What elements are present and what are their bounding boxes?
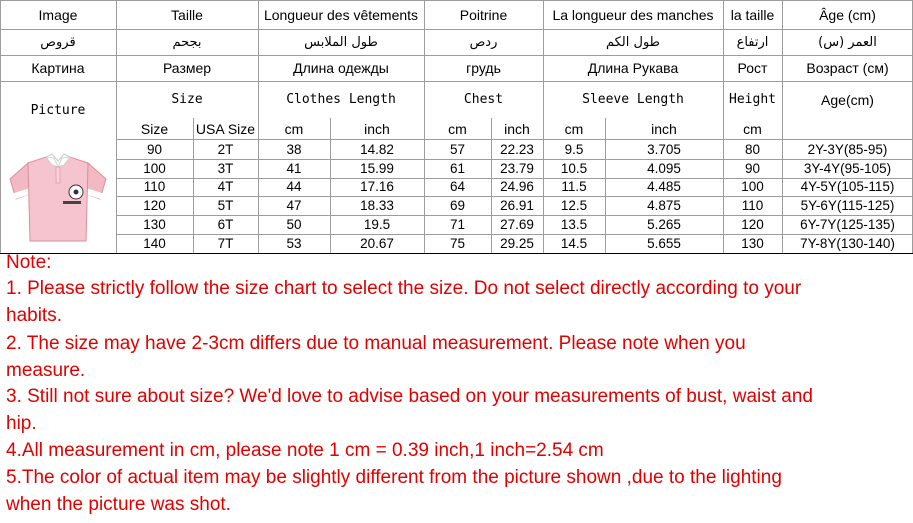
size-row-4-col-2: 50 [286,217,302,233]
size-row-2-col-2: 44 [286,179,302,195]
size-row-3-col-1: 5T [217,198,234,214]
size-row-3-col-9: 5Y-6Y(115-125) [800,198,895,214]
grid-line [0,81,913,82]
grid-line [543,0,544,253]
header-english-6: Age(cm) [821,91,874,108]
size-row-5-col-1: 7T [217,235,234,251]
grid-line [258,0,259,253]
size-row-2-col-4: 64 [449,179,466,195]
size-row-1-col-5: 23.79 [500,160,534,176]
grid-line [116,178,913,179]
size-row-3-col-8: 110 [741,198,764,214]
header-arabic-4: طول الكم [605,34,661,50]
notes-section [0,253,913,521]
header-russian-2: Длина одежды [293,60,389,76]
grid-line [782,0,783,253]
size-row-3-col-3: 18.33 [360,198,394,214]
grid-line [330,118,331,253]
size-row-5-col-4: 75 [449,235,466,251]
note-line-2: habits. [6,305,62,326]
header-arabic-3: ردص [469,34,498,50]
header-french-0: Image [38,6,78,23]
size-row-1-col-2: 41 [286,160,302,176]
note-line-8: 5.The color of actual item may be slightly different from the picture shown ,due to the lighting [6,467,782,488]
unit-label-1: USA Size [195,120,256,137]
size-row-2-col-8: 100 [741,179,764,195]
header-english-picture: Picture [30,102,86,118]
size-row-2-col-0: 110 [143,179,166,195]
size-row-0-col-6: 9.5 [564,141,584,157]
size-row-3-col-5: 26.91 [500,198,534,214]
unit-label-4: cm [448,120,467,137]
note-line-1: 1. Please strictly follow the size chart to select the size. Do not select directly according to your [6,278,802,299]
size-row-5-col-7: 5.655 [647,235,681,251]
unit-label-0: Size [140,120,169,137]
header-arabic-6: العمر (س) [818,34,877,50]
header-english-5: Height [729,92,776,107]
header-french-5: la taille [730,6,775,23]
unit-label-6: cm [564,120,584,137]
grid-line [605,118,606,253]
size-row-2-col-7: 4.485 [647,179,681,195]
size-row-2-col-9: 4Y-5Y(105-115) [800,179,895,195]
grid-line [116,215,913,216]
size-row-5-col-5: 29.25 [500,235,534,251]
size-row-4-col-7: 5.265 [647,217,681,233]
size-row-4-col-6: 13.5 [560,217,588,233]
size-row-3-col-4: 69 [449,198,466,214]
size-row-4-col-9: 6Y-7Y(125-135) [800,217,895,233]
size-row-0-col-3: 14.82 [360,141,394,157]
header-arabic-5: ارتفاع [736,34,769,50]
unit-label-7: inch [651,120,677,137]
note-line-5: 3. Still not sure about size? We'd love to advise based on your measurements of bust, waist and [6,386,813,407]
header-arabic-0: قروص [40,34,76,50]
size-row-1-col-4: 61 [449,160,466,176]
unit-label-8: cm [743,120,762,137]
size-row-4-col-8: 120 [741,217,764,233]
grid-line [116,139,913,140]
header-russian-6: Возраст (см) [806,60,889,76]
grid-line [424,0,425,253]
size-row-0-col-7: 3.705 [647,141,681,157]
grid-line [723,0,724,253]
header-english-4: Sleeve Length [582,92,684,107]
grid-line [0,55,913,56]
header-russian-5: Рост [737,60,768,76]
note-line-7: 4.All measurement in cm, please note 1 cm = 0.39 inch,1 inch=2.54 cm [6,440,604,461]
size-row-5-col-9: 7Y-8Y(130-140) [800,235,895,251]
pink-polo-shirt-icon [6,147,110,249]
unit-label-2: cm [284,120,304,137]
size-row-0-col-4: 57 [449,141,466,157]
size-row-1-col-8: 90 [744,160,761,176]
size-row-1-col-6: 10.5 [560,160,588,176]
size-row-2-col-5: 24.96 [500,179,534,195]
unit-label-5: inch [504,120,530,137]
note-line-6: hip. [6,413,37,434]
header-english-1: Size [171,92,203,107]
header-english-2: Clothes Length [286,92,396,107]
size-row-4-col-0: 130 [143,217,166,233]
size-row-0-col-8: 80 [744,141,761,157]
size-row-1-col-3: 15.99 [360,160,394,176]
size-row-5-col-3: 20.67 [360,235,394,251]
grid-line [0,0,1,253]
size-row-3-col-2: 47 [286,198,302,214]
size-row-1-col-1: 3T [217,160,234,176]
grid-line [193,118,194,253]
size-row-0-col-1: 2T [217,141,234,157]
size-row-2-col-1: 4T [217,179,234,195]
grid-line [0,0,913,1]
header-french-1: Taille [171,6,203,23]
size-row-4-col-1: 6T [217,217,234,233]
size-row-1-col-9: 3Y-4Y(95-105) [803,160,892,176]
header-french-3: Poitrine [459,6,508,23]
size-row-3-col-7: 4.875 [647,198,681,214]
header-russian-3: грудь [466,60,501,76]
grid-line [0,29,913,30]
size-row-0-col-0: 90 [146,141,163,157]
header-arabic-2: طول الملابس [304,34,378,50]
header-russian-4: Длина Рукава [587,60,679,76]
size-row-0-col-9: 2Y-3Y(85-95) [807,141,888,157]
size-row-4-col-3: 19.5 [363,217,391,233]
header-french-4: La longueur des manches [552,6,714,23]
note-line-0: Note: [6,252,52,273]
header-french-2: Longueur des vêtements [263,6,419,23]
header-arabic-1: بجحم [172,34,202,50]
size-row-0-col-5: 22.23 [500,141,534,157]
grid-line [491,118,492,253]
size-row-5-col-8: 130 [741,235,764,251]
grid-line [116,159,913,160]
size-row-4-col-4: 71 [449,217,466,233]
size-row-1-col-7: 4.095 [647,160,681,176]
grid-line [116,234,913,235]
grid-line [116,0,117,253]
header-russian-1: Размер [162,60,212,76]
size-row-0-col-2: 38 [286,141,302,157]
grid-line [116,196,913,197]
note-line-3: 2. The size may have 2-3cm differs due to manual measurement. Please note when you [6,333,746,354]
size-row-5-col-0: 140 [143,235,166,251]
size-row-3-col-6: 12.5 [560,198,588,214]
header-russian-0: Картина [31,60,85,76]
size-row-4-col-5: 27.69 [500,217,534,233]
size-row-5-col-6: 14.5 [560,235,588,251]
size-row-3-col-0: 120 [143,198,166,214]
note-line-9: when the picture was shot. [6,494,231,515]
size-row-2-col-3: 17.16 [360,179,394,195]
size-row-2-col-6: 11.5 [561,179,587,195]
unit-label-3: inch [364,120,390,137]
header-english-3: Chest [463,92,504,107]
header-french-6: Âge (cm) [819,6,876,23]
note-line-4: measure. [6,360,86,381]
size-row-5-col-2: 53 [286,235,302,251]
size-row-1-col-0: 100 [143,160,166,176]
